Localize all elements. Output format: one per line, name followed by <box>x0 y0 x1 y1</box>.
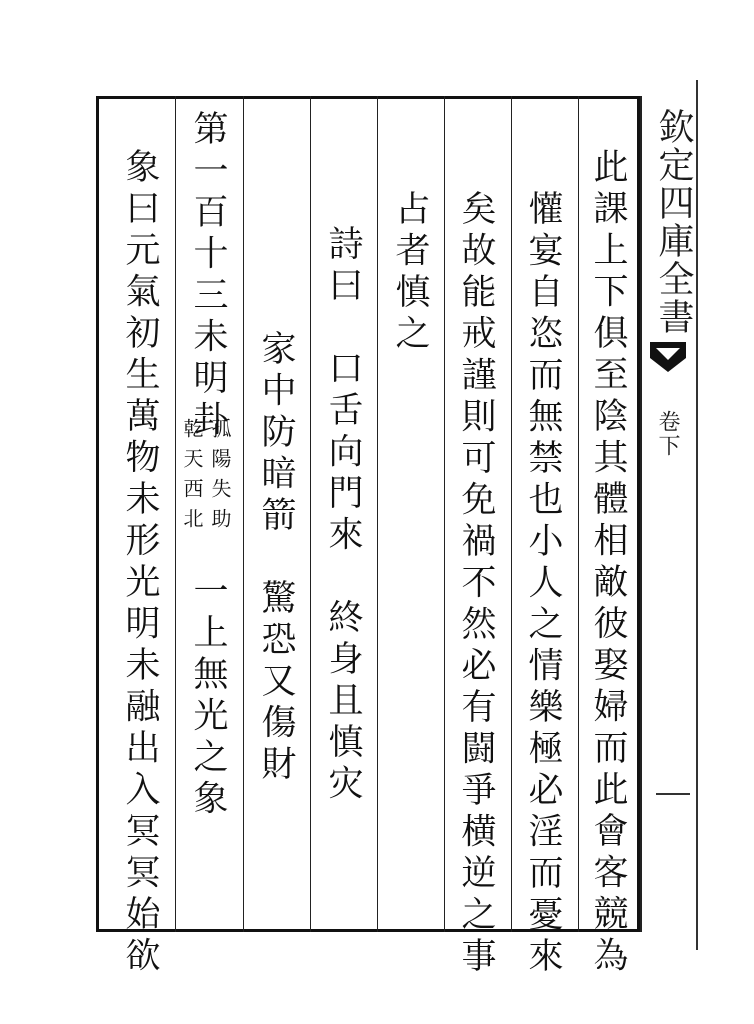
column-rule <box>578 96 579 932</box>
column-rule <box>377 96 378 932</box>
book-title: 欽定四庫全書 <box>653 108 694 336</box>
annotation-left: 乾天西北 <box>180 418 204 538</box>
text-column-5: 詩曰 口舌向門來 終身且慎灾 <box>323 225 363 806</box>
text-column-1: 此課上下俱至陰其體相敵彼娶婦而此會客競為 <box>588 148 628 978</box>
margin-tick <box>656 793 690 795</box>
annotation-right: 孤陽失助 <box>208 418 232 538</box>
column-rule <box>511 96 512 932</box>
hexagram-title: 第一百十三未明卦 <box>188 110 228 442</box>
outer-margin-rule <box>640 96 642 932</box>
text-column-3: 矣故能戒謹則可免禍不然必有闘爭横逆之事 <box>456 190 496 979</box>
column-rule <box>444 96 445 932</box>
text-column-2: 懽宴自恣而無禁也小人之情樂極必淫而憂來 <box>523 190 563 979</box>
column-rule <box>310 96 311 932</box>
volume-label: 卷下 <box>655 410 680 458</box>
column-rule <box>243 96 244 932</box>
text-column-4: 占者慎之 <box>390 190 430 356</box>
hexagram-image-phrase: 一上無光之象 <box>188 572 228 821</box>
text-column-6: 家中防暗箭 驚恐又傷財 <box>256 330 296 787</box>
column-rule <box>175 96 176 932</box>
text-column-8: 象曰元氣初生萬物未形光明未融出入冥冥始欲 <box>120 148 160 978</box>
fish-tail-icon <box>648 338 688 378</box>
